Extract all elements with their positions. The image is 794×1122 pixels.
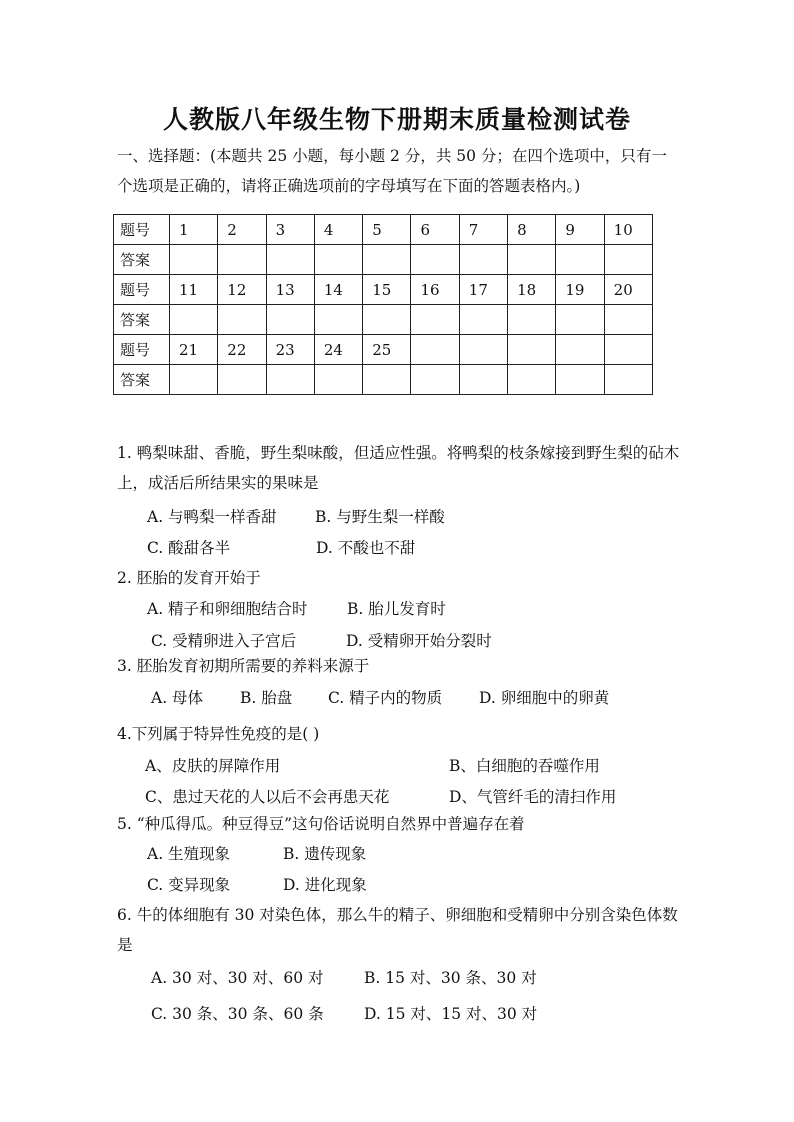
- question-5-option-a: A. 生殖现象: [147, 845, 231, 863]
- question-5-stem: 5. “种瓜得瓜。种豆得豆”这句俗话说明自然界中普遍存在着: [117, 815, 525, 833]
- question-number-cell: 24: [314, 335, 362, 365]
- question-number-cell: 18: [508, 275, 556, 305]
- question-1-option-b: B. 与野生梨一样酸: [315, 508, 445, 526]
- row-label: 答案: [114, 365, 170, 395]
- question-5-option-c: C. 变异现象: [147, 876, 231, 894]
- answer-cell[interactable]: [170, 305, 218, 335]
- question-2-stem: 2. 胚胎的发育开始于: [117, 569, 261, 587]
- answer-cell[interactable]: [411, 245, 459, 275]
- question-number-cell: 17: [459, 275, 507, 305]
- answer-cell[interactable]: [556, 305, 604, 335]
- row-label: 答案: [114, 305, 170, 335]
- answer-cell[interactable]: [411, 305, 459, 335]
- answer-cell[interactable]: [314, 365, 362, 395]
- answer-cell[interactable]: [508, 245, 556, 275]
- question-3-option-c: C. 精子内的物质: [328, 689, 443, 707]
- row-label: 题号: [114, 275, 170, 305]
- question-number-cell: 22: [218, 335, 266, 365]
- answer-cell[interactable]: [170, 245, 218, 275]
- answer-cell[interactable]: [508, 305, 556, 335]
- question-number-cell: 21: [170, 335, 218, 365]
- answer-cell[interactable]: [556, 245, 604, 275]
- question-6-option-b: B. 15 对、30 条、30 对: [364, 969, 537, 987]
- question-3-option-a: A. 母体: [151, 689, 204, 707]
- question-1-option-a: A. 与鸭梨一样香甜: [147, 508, 277, 526]
- question-number-cell: 11: [170, 275, 218, 305]
- question-3-stem: 3. 胚胎发育初期所需要的养料来源于: [117, 657, 370, 675]
- row-label: 题号: [114, 335, 170, 365]
- table-row: [114, 245, 653, 275]
- question-6-option-a: A. 30 对、30 对、60 对: [151, 969, 324, 987]
- table-row: [114, 215, 653, 245]
- table-row: [114, 365, 653, 395]
- question-1-option-d: D. 不酸也不甜: [316, 539, 416, 557]
- question-1-option-c: C. 酸甜各半: [147, 539, 231, 557]
- question-number-cell: 8: [508, 215, 556, 245]
- question-6-option-d: D. 15 对、15 对、30 对: [364, 1005, 538, 1023]
- question-number-cell: 4: [314, 215, 362, 245]
- question-6-option-c: C. 30 条、30 条、60 条: [151, 1005, 324, 1023]
- answer-cell[interactable]: [508, 365, 556, 395]
- table-row: [114, 275, 653, 305]
- question-1-stem: 1. 鸭梨味甜、香脆，野生梨味酸，但适应性强。将鸭梨的枝条嫁接到野生梨的砧木上，成活后所结果实的果味是: [117, 444, 680, 492]
- answer-cell[interactable]: [314, 305, 362, 335]
- question-4-option-c: C、患过天花的人以后不会再患天花: [145, 788, 390, 806]
- table-row: [114, 305, 653, 335]
- answer-cell[interactable]: [363, 305, 411, 335]
- question-4-option-b: B、白细胞的吞噬作用: [449, 757, 600, 775]
- answer-cell[interactable]: [218, 305, 266, 335]
- question-number-cell: 9: [556, 215, 604, 245]
- question-number-cell: [459, 335, 507, 365]
- question-number-cell: 15: [363, 275, 411, 305]
- question-number-cell: 6: [411, 215, 459, 245]
- question-number-cell: 20: [604, 275, 652, 305]
- question-3-option-d: D. 卵细胞中的卵黄: [479, 689, 610, 707]
- question-5-option-d: D. 进化现象: [283, 876, 367, 894]
- question-2-option-b: B. 胎儿发育时: [347, 600, 446, 618]
- question-2-option-c: C. 受精卵进入子宫后: [151, 632, 297, 650]
- answer-cell[interactable]: [459, 305, 507, 335]
- question-3-option-b: B. 胎盘: [240, 689, 293, 707]
- answer-cell[interactable]: [266, 365, 314, 395]
- answer-cell[interactable]: [604, 305, 652, 335]
- table-row: [114, 335, 653, 365]
- question-2-option-a: A. 精子和卵细胞结合时: [147, 600, 308, 618]
- question-number-cell: 19: [556, 275, 604, 305]
- question-5-option-b: B. 遗传现象: [283, 845, 367, 863]
- question-number-cell: [556, 335, 604, 365]
- question-number-cell: 2: [218, 215, 266, 245]
- answer-cell[interactable]: [459, 245, 507, 275]
- answer-cell[interactable]: [218, 245, 266, 275]
- question-number-cell: 16: [411, 275, 459, 305]
- answer-cell[interactable]: [363, 365, 411, 395]
- answer-table: [113, 214, 653, 395]
- question-number-cell: 25: [363, 335, 411, 365]
- question-number-cell: 13: [266, 275, 314, 305]
- question-number-cell: 23: [266, 335, 314, 365]
- answer-cell[interactable]: [170, 365, 218, 395]
- answer-cell[interactable]: [266, 245, 314, 275]
- question-6-stem: 6. 牛的体细胞有 30 对染色体，那么牛的精子、卵细胞和受精卵中分别含染色体数是: [117, 906, 678, 954]
- question-2-option-d: D. 受精卵开始分裂时: [346, 632, 492, 650]
- question-number-cell: 1: [170, 215, 218, 245]
- section-heading: 一、选择题：(本题共 25 小题，每小题 2 分，共 50 分；在四个选项中，只有一个选项是正确的，请将正确选项前的字母填写在下面的答题表格内。): [117, 147, 667, 195]
- question-number-cell: [411, 335, 459, 365]
- question-4-option-a: A、皮肤的屏障作用: [145, 757, 281, 775]
- question-number-cell: 10: [604, 215, 652, 245]
- question-number-cell: [604, 335, 652, 365]
- question-number-cell: [508, 335, 556, 365]
- answer-cell[interactable]: [363, 245, 411, 275]
- answer-cell[interactable]: [604, 245, 652, 275]
- answer-cell[interactable]: [411, 365, 459, 395]
- answer-cell[interactable]: [459, 365, 507, 395]
- answer-cell[interactable]: [556, 365, 604, 395]
- question-4-stem: 4.下列属于特异性免疫的是( ): [117, 725, 320, 743]
- answer-cell[interactable]: [604, 365, 652, 395]
- answer-cell[interactable]: [266, 305, 314, 335]
- answer-cell[interactable]: [218, 365, 266, 395]
- question-number-cell: 5: [363, 215, 411, 245]
- row-label: 题号: [114, 215, 170, 245]
- answer-cell[interactable]: [314, 245, 362, 275]
- row-label: 答案: [114, 245, 170, 275]
- question-number-cell: 14: [314, 275, 362, 305]
- question-number-cell: 3: [266, 215, 314, 245]
- exam-title: 人教版八年级生物下册期末质量检测试卷: [162, 105, 631, 134]
- question-number-cell: 12: [218, 275, 266, 305]
- question-number-cell: 7: [459, 215, 507, 245]
- question-4-option-d: D、气管纤毛的清扫作用: [449, 788, 617, 806]
